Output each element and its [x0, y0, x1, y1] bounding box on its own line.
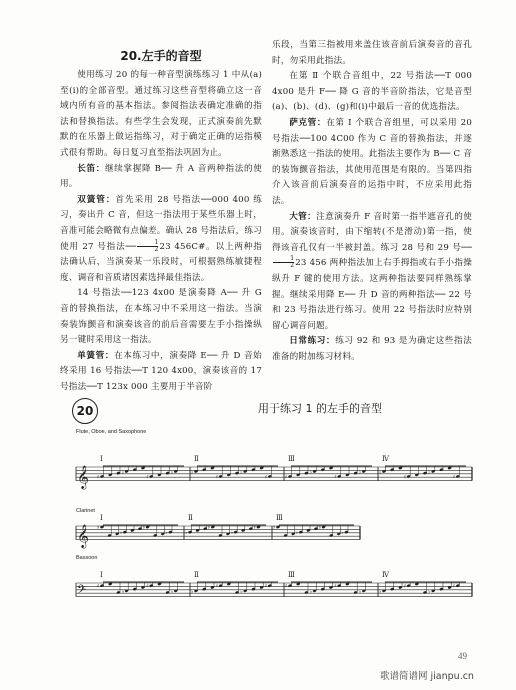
accidental-icon: ♯ — [452, 474, 456, 481]
figure-title: 用于练习 1 的左手的音型 — [258, 402, 382, 415]
accidental-icon: ♭ — [165, 530, 168, 537]
accidental-icon: ♯ — [146, 474, 149, 481]
bass-clef-icon: 𝄢 — [77, 583, 87, 600]
section-title: 20.左手的音型 — [120, 49, 202, 63]
accidental-icon: ♯ — [215, 583, 219, 590]
group-label: Ⅰ — [100, 455, 103, 463]
accidental-icon: ♯ — [403, 583, 407, 590]
accidental-icon: ♭ — [379, 588, 382, 595]
accidental-icon: ♭ — [240, 469, 243, 476]
group-label: Ⅲ — [288, 455, 295, 463]
accidental-icon: ♭ — [240, 588, 243, 595]
accidental-icon: ♭ — [170, 469, 174, 476]
group-label: Ⅱ — [194, 571, 199, 579]
accidental-icon: ♭ — [379, 469, 382, 476]
accidental-icon: ♯ — [403, 474, 407, 481]
paragraph-clarinet: 单簧管：在本练习中，演奏降 E── 升 D 音始终采用 16 号指法──T 120 4x00，演奏该音的 17 号指法──T 123x 000 主要用于半音阶 — [60, 350, 262, 392]
accidental-icon: ♯ — [264, 474, 268, 481]
accidental-icon: ♯ — [273, 525, 276, 531]
group-label: Ⅳ — [382, 455, 389, 463]
accidental-icon: ♯ — [146, 583, 149, 590]
accidental-icon: ♭ — [191, 588, 194, 595]
group-label: Ⅲ — [288, 571, 295, 579]
accidental-icon: ♯ — [215, 474, 219, 481]
accidental-icon: ♭ — [185, 530, 188, 537]
accidental-icon: ♭ — [341, 530, 344, 537]
paragraph-intro: 使用练习 20 的每一种音型演练练习 1 中从(a)至(i)的全部音型。通过练习这些音型将确立这一音域内所有音的基本指法。参阅指法表确定准确的指法和替换指法。有些学生会发现，正式演奏前先默默的在乐器上做运指练习，对于确定正确的运指模式很有帮助。每日复习直至指法巩固为止。 — [60, 70, 262, 158]
paragraph-oboe-alt: 14 号指法──123 4x00 是演奏降 A── 升 G 音的替换指法，在本练习中不采用这一指法。当演奏装饰颤音和演奏该音的前后音需要左手小指操纵另一键时采用这一指法。 — [60, 288, 262, 346]
accidental-icon: ♯ — [142, 525, 146, 531]
paragraph-flute: 长笛：继续掌握降 B── 升 A 音两种指法的使用。 — [60, 163, 262, 190]
group-label: Ⅱ — [194, 455, 199, 463]
accidental-icon: ♯ — [97, 583, 100, 590]
staff-label-bassoon: Bassoon — [76, 555, 98, 561]
accidental-icon: ♯ — [452, 583, 456, 590]
watermark: 歌谱简谱网 jianpu.cn — [380, 671, 474, 682]
treble-clef-icon: 𝄞 — [77, 523, 89, 548]
accidental-icon: ♯ — [285, 583, 288, 590]
accidental-icon: ♭ — [121, 469, 124, 476]
paragraph-daily-practice: 日常练习：练习 92 和 93 是为确定这些指法准备的附加练习材料。 — [272, 336, 472, 362]
accidental-icon: ♭ — [191, 469, 194, 476]
accidental-icon: ♯ — [264, 583, 268, 590]
fraction: $\frac{1}{2}$ — [273, 256, 294, 269]
group-label: Ⅱ — [188, 514, 193, 522]
group-label: Ⅰ — [100, 514, 103, 522]
figure-number-badge: 20 — [72, 398, 98, 424]
group-label: Ⅰ — [100, 571, 103, 579]
page-number: 49 — [458, 651, 467, 661]
group-label: Ⅲ — [276, 514, 283, 522]
staff-label-flute-oboe-sax: Flute, Oboe, and Saxophone — [76, 429, 147, 435]
accidental-icon: ♭ — [428, 469, 431, 476]
accidental-icon: ♭ — [358, 469, 362, 476]
treble-clef-icon: 𝄞 — [77, 464, 89, 489]
accidental-icon: ♭ — [119, 530, 123, 537]
fraction: $\frac{1}{2}$ — [137, 240, 158, 253]
accidental-icon: ♯ — [97, 474, 100, 481]
staff-label-clarinet: Clarinet — [76, 508, 95, 514]
paragraph-clarinet-cont: 乐段，当第三指被用来盖住该音前后演奏音的音孔时，勿采用此指法。 — [272, 40, 472, 66]
accidental-icon: ♭ — [230, 530, 233, 537]
group-label: Ⅳ — [382, 571, 389, 579]
accidental-icon: ♯ — [97, 525, 100, 531]
accidental-icon: ♭ — [428, 588, 431, 595]
accidental-icon: ♭ — [295, 530, 299, 537]
paragraph-oboe: 双簧管：首先采用 28 号指法──000 400 练习，奏出升 C 音，但这一指法用于某些乐器上时，音准可能会略微有点偏差。确认 28 号指法后，练习使用 27 号指法── $\frac{1}{2}$ 23 456C#。以上两种指法确认后，当演奏某一乐段时，可根据熟练敏捷程度、调音和音质诸因素选择最佳指法。 — [60, 194, 262, 283]
paragraph-saxophone: 萨克管：在第 Ⅰ 个联合音组里，可以采用 20 号指法──100 4C00 作为 C 音的替换指法，并逐渐熟悉这一指法的使用。此指法主要作为 B── C 音的装饰颤音指法，其使用范围是有限的。当第四指介入该音前后演奏音的运指中时，不应采用此指法。 — [272, 117, 472, 206]
accidental-icon: ♭ — [170, 588, 174, 595]
accidental-icon: ♯ — [334, 583, 337, 590]
paragraph-clarinet-group2: 在第 Ⅱ 个联合音组中，22 号指法──T 000 4x00 是升 F── 降 G 音的半音阶指法，它是音型(a)、(b)、(d)、(g)和(i)中最后一音的优选指法。 — [272, 71, 472, 113]
accidental-icon: ♯ — [318, 525, 322, 531]
accidental-icon: ♯ — [207, 525, 211, 531]
accidental-icon: ♯ — [285, 474, 288, 481]
accidental-icon: ♯ — [253, 525, 256, 531]
accidental-icon: ♭ — [309, 588, 312, 595]
paragraph-bassoon: 大管：注意演奏升 F 音时第一指半遮音孔的使用。演奏该音时，由下缩转(不是滑动)第一指，使得该音孔仅有一半被封盖。练习 28 号和 29 号── $\frac{1}{2}$ 23 456 两种指法加上右手拇指或右手小指操纵升 F 键的使用方法。这两种指法要同样熟练掌握。继续采用降 E── 升 D 音的两种指法── 22 号和 23 号指法进行练习。使用 22 号指法时应特别留心调音问题。 — [272, 211, 472, 331]
accidental-icon: ♭ — [358, 588, 362, 595]
accidental-icon: ♯ — [334, 474, 337, 481]
accidental-icon: ♭ — [309, 469, 312, 476]
accidental-icon: ♭ — [121, 588, 124, 595]
